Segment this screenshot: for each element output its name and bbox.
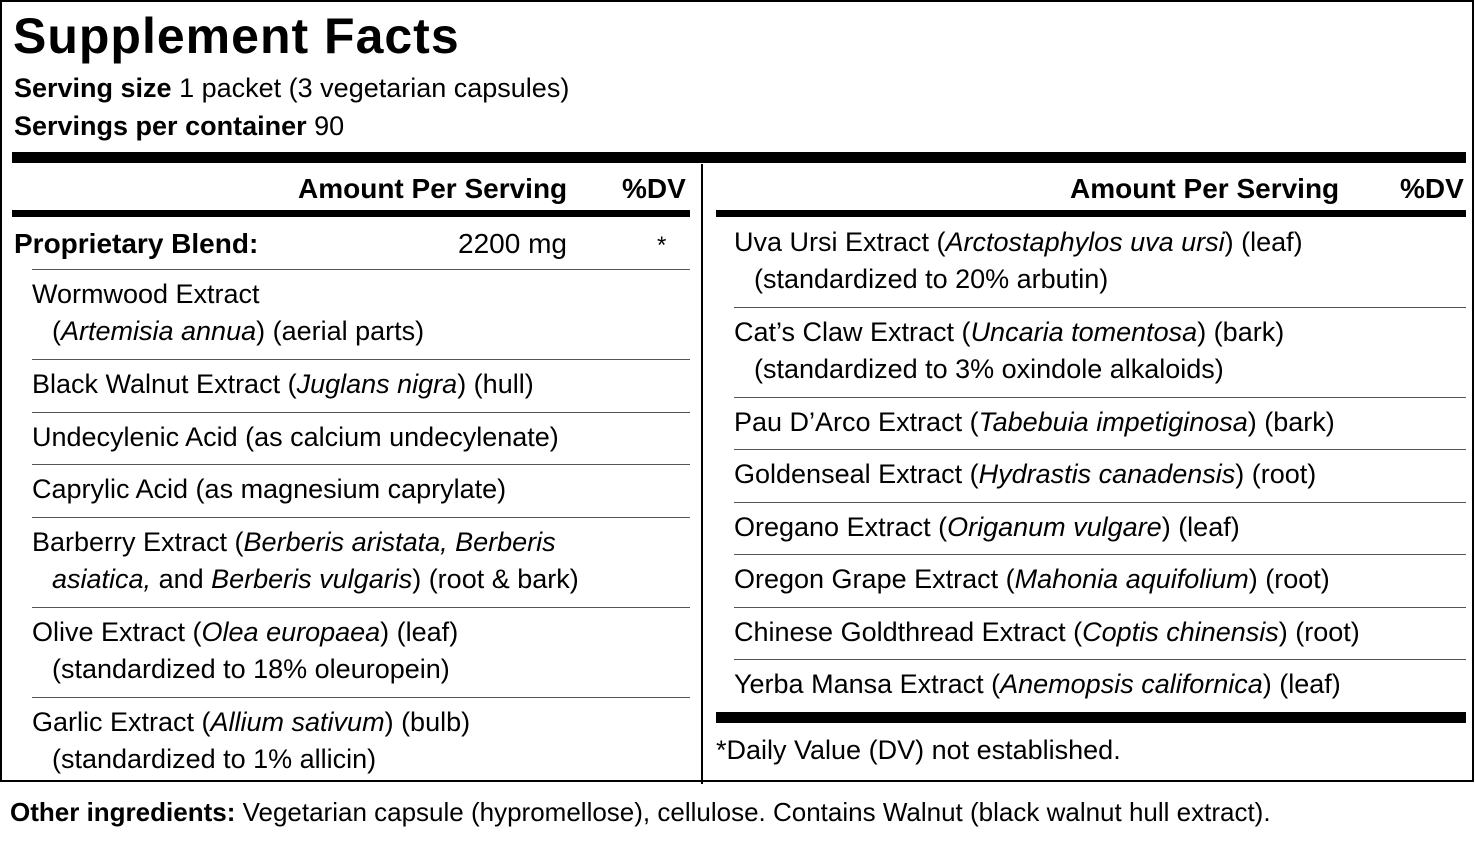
right-header-divider xyxy=(716,210,1466,217)
separator xyxy=(734,659,1466,660)
separator xyxy=(734,449,1466,450)
ingredient-row: Pau D’Arco Extract (Tabebuia impetiginosa) (bark) xyxy=(734,407,1335,437)
left-dv-header: %DV xyxy=(622,173,686,204)
separator xyxy=(32,517,690,518)
servings-per-container-label: Servings per container xyxy=(14,111,307,141)
ingredient-row: Oregon Grape Extract (Mahonia aquifolium) (root) xyxy=(734,564,1330,594)
serving-size-value: 1 packet (3 vegetarian capsules) xyxy=(179,73,570,103)
ingredient-row: Black Walnut Extract (Juglans nigra) (hull) xyxy=(32,369,534,399)
blend-amount: 2200 mg xyxy=(458,228,567,259)
separator xyxy=(32,697,690,698)
ingredient-row: Undecylenic Acid (as calcium undecylenate) xyxy=(32,422,559,452)
ingredient-row: Oregano Extract (Origanum vulgare) (leaf) xyxy=(734,512,1240,542)
ingredient-row: Chinese Goldthread Extract (Coptis chinensis) (root) xyxy=(734,617,1360,647)
separator xyxy=(734,307,1466,308)
ingredient-row: Yerba Mansa Extract (Anemopsis californica) (leaf) xyxy=(734,669,1341,699)
bottom-divider xyxy=(716,712,1466,723)
servings-per-container xyxy=(14,110,344,142)
ingredient-row: Barberry Extract (Berberis aristata, Berberis asiatica, and Berberis vulgaris) (root & bark) xyxy=(32,527,579,594)
dv-footnote: *Daily Value (DV) not established. xyxy=(716,735,1121,765)
separator xyxy=(734,607,1466,608)
blend-dv: * xyxy=(657,232,667,259)
other-ingredients-label: Other ingredients: xyxy=(10,797,236,827)
ingredient-row: Cat’s Claw Extract (Uncaria tomentosa) (bark) (standardized to 3% oxindole alkaloids) xyxy=(734,317,1285,384)
ingredient-row: Wormwood Extract (Artemisia annua) (aerial parts) xyxy=(32,279,425,346)
ingredient-row: Olive Extract (Olea europaea) (leaf) (standardized to 18% oleuropein) xyxy=(32,617,459,684)
separator xyxy=(734,502,1466,503)
other-ingredients xyxy=(10,795,1271,829)
separator xyxy=(32,412,690,413)
left-header-divider xyxy=(12,210,690,217)
ingredient-row: Uva Ursi Extract (Arctostaphylos uva ursi) (leaf) (standardized to 20% arbutin) xyxy=(734,227,1303,294)
left-amount-header: Amount Per Serving xyxy=(298,173,568,204)
separator xyxy=(734,397,1466,398)
right-dv-header: %DV xyxy=(1400,173,1464,204)
other-ingredients-text: Vegetarian capsule (hypromellose), cellulose. Contains Walnut (black walnut hull extract). xyxy=(235,797,1271,827)
serving-size xyxy=(14,72,569,104)
panel-title: Supplement Facts xyxy=(13,8,460,64)
ingredient-row: Caprylic Acid (as magnesium caprylate) xyxy=(32,474,507,504)
column-divider xyxy=(701,164,703,784)
separator xyxy=(734,554,1466,555)
right-amount-header: Amount Per Serving xyxy=(1070,173,1340,204)
separator xyxy=(32,359,690,360)
serving-size-label: Serving size xyxy=(14,73,172,103)
ingredient-row: Goldenseal Extract (Hydrastis canadensis) (root) xyxy=(734,459,1317,489)
top-divider xyxy=(12,152,1466,163)
separator xyxy=(32,464,690,465)
separator xyxy=(32,607,690,608)
servings-per-container-value: 90 xyxy=(314,111,345,141)
separator xyxy=(32,269,690,270)
blend-name: Proprietary Blend: xyxy=(14,228,259,259)
ingredient-row: Garlic Extract (Allium sativum) (bulb) (standardized to 1% allicin) xyxy=(32,707,471,774)
